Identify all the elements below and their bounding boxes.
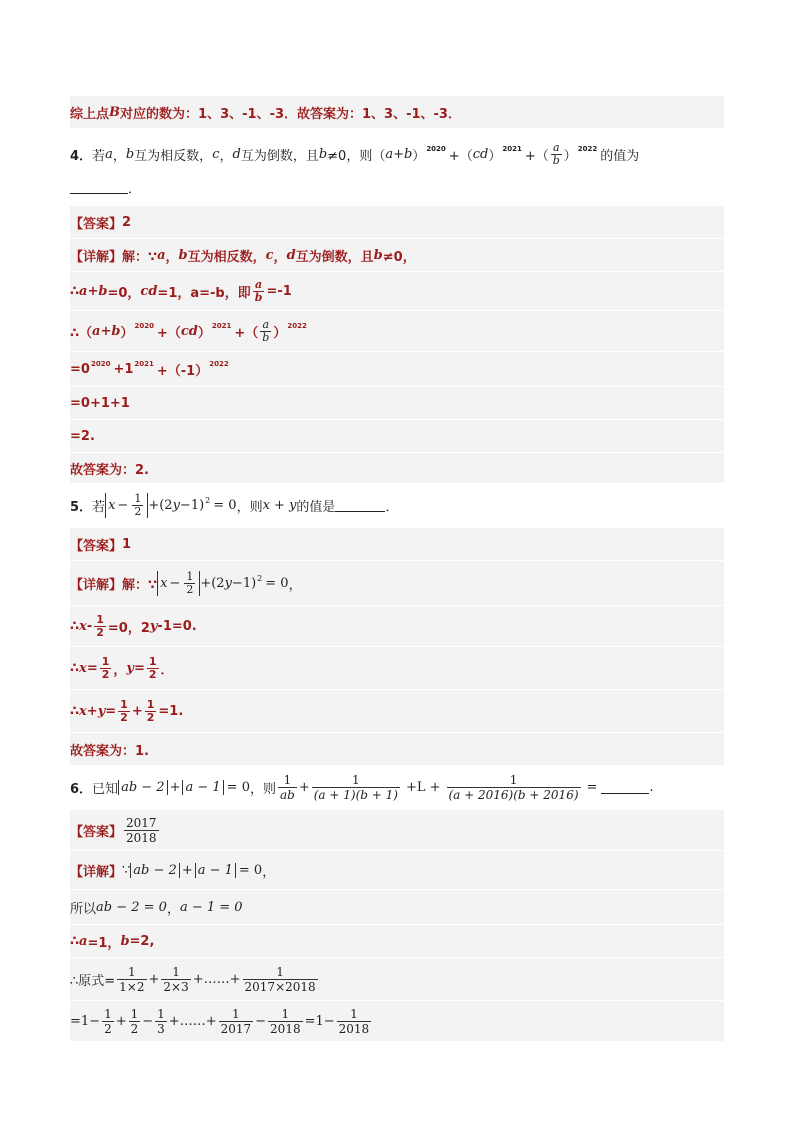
detail-4-line-3	[70, 311, 724, 351]
frac-den: (a + 1)(b + 1)	[313, 787, 398, 802]
q4-fraction	[551, 142, 562, 167]
frac-num: 2017	[126, 815, 157, 830]
detail-text: =1−	[304, 1013, 335, 1029]
q4-number: 4．	[70, 148, 93, 164]
detail-fraction	[129, 1007, 141, 1036]
q4-var-b: b	[125, 146, 135, 162]
q6-fraction-3	[447, 773, 581, 802]
frac-den: 2	[120, 710, 128, 724]
detail-text: 互为相反数，	[187, 249, 266, 265]
detail-exponent: 2021	[211, 322, 232, 330]
detail-text: +（	[156, 325, 181, 341]
detail-var: b	[178, 247, 188, 263]
detail-text: 所以	[70, 901, 97, 917]
detail-text: = 0	[265, 575, 289, 591]
detail-text: ∴	[70, 618, 80, 634]
detail-fraction	[253, 279, 265, 304]
q5-text: +(2	[148, 497, 173, 513]
detail-text: =0	[70, 361, 90, 377]
detail-text: ，	[165, 249, 179, 265]
detail-4-line-6	[70, 420, 724, 452]
q4-text: 互为倒数，且	[240, 148, 319, 164]
q4-answer-blank[interactable]	[70, 181, 128, 194]
detail-4-line-1	[70, 239, 724, 271]
q6-text: = 0	[226, 779, 250, 795]
q5-var-y: y	[172, 497, 180, 513]
detail-text: = 0	[238, 862, 263, 878]
abs-expr: ab − 2	[133, 862, 177, 878]
frac-den: (a + 2016)(b + 2016)	[448, 787, 579, 802]
q4-text: ≠0，则（	[327, 148, 386, 164]
detail-6-line-5	[70, 1001, 724, 1041]
q4-var-a: a	[105, 146, 113, 162]
var-y: y	[224, 575, 232, 591]
detail-abs-1	[130, 863, 180, 878]
var-x: x	[160, 575, 168, 591]
detail-text: 互为倒数，且	[295, 249, 374, 265]
detail-6-line-3	[70, 925, 724, 957]
q6-text: 已知	[92, 781, 119, 797]
final-answer: 故答案为：2.	[70, 462, 149, 478]
detail-text: =0+1+1	[70, 395, 130, 411]
detail-exponent: 2	[257, 573, 263, 583]
detail-abs	[157, 571, 200, 596]
frac-num: 1	[128, 964, 136, 979]
q6-text: +L +	[405, 779, 441, 795]
frac-den: 2017×2018	[244, 979, 316, 994]
q6-text: +	[169, 779, 181, 795]
q5-fraction	[132, 493, 143, 518]
frac-den: 2018	[126, 830, 157, 845]
detail-expr: ab − 2 = 0	[96, 899, 167, 915]
q4-frac-num: a	[552, 140, 560, 154]
detail-text: =2.	[70, 428, 95, 444]
detail-text: ）	[120, 325, 134, 341]
detail-text: +	[148, 971, 160, 987]
detail-text: +(2	[200, 575, 225, 591]
frac-num: 1	[186, 569, 194, 583]
detail-text: ）	[197, 325, 211, 341]
detail-text: =1，a=-b，即	[157, 285, 251, 301]
detail-exponent: 2022	[209, 360, 229, 368]
q4-frac-den: b	[552, 153, 560, 167]
detail-text: +（-1）	[156, 363, 209, 379]
q6-answer-blank[interactable]	[601, 781, 649, 794]
q4-var-c: c	[212, 146, 220, 162]
summary-var-b: B	[109, 104, 121, 120]
detail-text: +（	[234, 325, 259, 341]
frac-num: 1	[148, 654, 157, 668]
frac-den: 2	[96, 625, 104, 639]
detail-text: =-1	[266, 283, 292, 299]
detail-fraction	[243, 965, 318, 994]
q4-var-b: b	[318, 146, 328, 162]
detail-fraction	[118, 699, 130, 724]
question-5	[70, 483, 724, 527]
detail-exponent: 2022	[287, 322, 307, 330]
detail-text: =1.	[158, 703, 184, 719]
detail-text: =0，	[107, 285, 141, 301]
detail-text: +	[181, 862, 193, 878]
document-page	[70, 95, 724, 1041]
detail-fraction	[145, 699, 157, 724]
q4-exponent: 2022	[577, 145, 598, 153]
q6-text: =	[586, 779, 598, 795]
q5-answer-blank[interactable]	[335, 499, 385, 512]
detail-text: ∴原式=	[70, 973, 116, 989]
detail-text: ．	[160, 662, 174, 678]
detail-var: a	[157, 247, 166, 263]
q5-expr: x + y	[262, 497, 297, 513]
q6-text: +	[298, 779, 310, 795]
q5-end: ．	[385, 499, 399, 515]
q5-minus: −	[117, 497, 129, 513]
detail-tag: 【详解】	[70, 249, 123, 265]
q6-fraction-2	[312, 773, 400, 802]
frac-den: 3	[157, 1021, 165, 1036]
frac-den: 2	[130, 1021, 139, 1036]
answer-fraction	[124, 816, 159, 845]
q6-number: 6．	[70, 781, 93, 797]
detail-abs-2	[195, 863, 236, 878]
detail-text: -	[86, 618, 93, 634]
summary-line	[70, 96, 724, 128]
detail-fraction	[100, 656, 112, 681]
question-4	[70, 132, 724, 176]
q5-text: 若	[92, 499, 106, 515]
q5-abs	[105, 493, 148, 518]
q6-abs-2	[182, 780, 223, 795]
frac-num: 1	[172, 964, 180, 979]
detail-text: =	[86, 660, 98, 676]
frac-den: b	[262, 330, 270, 344]
q5-number: 5．	[70, 499, 93, 515]
q5-text: 的值是	[296, 499, 336, 515]
detail-expr: x+y	[79, 703, 106, 719]
q6-text: ，则	[249, 781, 276, 797]
frac-num: 1	[350, 1006, 358, 1021]
frac-num: 1	[130, 1006, 139, 1021]
detail-exponent: 2020	[134, 322, 154, 330]
q6-abs-expr: a − 1	[185, 779, 221, 795]
detail-expr: a+b	[92, 323, 121, 339]
detail-text: ≠0，	[382, 249, 416, 265]
q4-blank-line	[70, 176, 724, 198]
q4-text: 的值为	[600, 148, 640, 164]
detail-text: 解：∵	[122, 249, 158, 265]
frac-num: 1	[157, 1006, 165, 1021]
answer-tag: 【答案】	[70, 216, 123, 232]
detail-text: +……+	[192, 971, 241, 987]
q5-text: −1)	[179, 497, 205, 513]
detail-text: =1−	[70, 1013, 101, 1029]
detail-fraction	[147, 656, 159, 681]
detail-6-line-1	[70, 851, 724, 889]
detail-text: +……+	[168, 1013, 217, 1029]
q4-text: ）	[563, 148, 577, 164]
answer-4	[70, 206, 724, 238]
detail-text: ∴（	[70, 325, 93, 341]
minus: −	[169, 575, 181, 591]
q6-abs-1	[118, 780, 168, 795]
detail-var: b	[120, 933, 130, 949]
detail-5-line-1	[70, 561, 724, 605]
detail-text: =1，	[87, 935, 121, 951]
detail-expr: a − 1 = 0	[179, 899, 243, 915]
frac-num: 1	[96, 612, 104, 626]
detail-fraction	[260, 319, 271, 344]
detail-var: x	[79, 618, 87, 634]
detail-4-line-5	[70, 387, 724, 419]
question-6	[70, 765, 724, 809]
frac-num: 1	[352, 772, 360, 787]
detail-text: =	[105, 703, 117, 719]
frac-num: 1	[134, 491, 142, 505]
summary-text-b: 对应的数为：	[120, 106, 199, 122]
answer-tag: 【答案】	[70, 824, 123, 840]
detail-expr: cd	[140, 283, 158, 299]
detail-text: ，	[273, 249, 287, 265]
detail-fraction	[117, 965, 146, 994]
detail-fraction	[102, 1007, 114, 1036]
detail-text: ∴	[70, 660, 80, 676]
frac-den: 2	[104, 1021, 112, 1036]
detail-fraction	[337, 1007, 372, 1036]
q5-text: = 0	[213, 497, 237, 513]
detail-var: y	[126, 660, 134, 676]
q4-text: 互为相反数，	[134, 148, 213, 164]
frac-num: 1	[276, 964, 284, 979]
answer-tag: 【答案】	[70, 538, 123, 554]
frac-num: 1	[101, 654, 110, 668]
detail-text: ∵	[122, 862, 131, 878]
detail-tag: 【详解】	[70, 577, 123, 593]
frac-num: 1	[146, 697, 155, 711]
frac-num: 1	[104, 1006, 112, 1021]
detail-text: −	[255, 1013, 267, 1029]
final-answer: 故答案为：1.	[70, 743, 149, 759]
detail-exponent: 2021	[134, 360, 154, 368]
detail-5-line-3	[70, 647, 724, 689]
answer-6	[70, 810, 724, 850]
detail-text: ∴	[70, 703, 80, 719]
detail-var: b	[373, 247, 383, 263]
detail-var: x	[79, 660, 87, 676]
q4-exponent: 2021	[502, 145, 522, 153]
q4-text: +（	[524, 148, 549, 164]
answer-value: 2	[122, 214, 132, 230]
detail-text: ，	[166, 901, 180, 917]
q4-text: +（	[448, 148, 473, 164]
summary-values: 1、3、-1、-3．故答案为：1、3、-1、-3．	[198, 106, 461, 122]
detail-text: +	[115, 1013, 127, 1029]
frac-den: 2	[101, 667, 110, 681]
frac-den: 2018	[270, 1021, 301, 1036]
q4-text: ）	[412, 148, 426, 164]
frac-den: 1×2	[119, 979, 145, 994]
q4-exponent: 2020	[426, 145, 446, 153]
frac-den: 2018	[338, 1021, 370, 1036]
detail-expr: a+b	[79, 283, 108, 299]
detail-var: c	[265, 247, 274, 263]
detail-fraction	[184, 571, 195, 596]
q4-sep: ，	[219, 148, 233, 164]
detail-text: 解：∵	[122, 577, 158, 593]
detail-text: ）	[273, 325, 287, 341]
detail-fraction	[94, 614, 106, 639]
detail-text: -1=0.	[157, 618, 197, 634]
summary-text-a: 综上点	[70, 106, 110, 122]
detail-var: d	[286, 247, 296, 263]
q4-expr: a+b	[385, 146, 413, 162]
detail-5-line-4	[70, 690, 724, 732]
q4-sep: ，	[112, 148, 126, 164]
answer-5	[70, 528, 724, 560]
detail-exponent: 2020	[90, 360, 111, 368]
detail-fraction	[219, 1007, 254, 1036]
frac-num: a	[262, 317, 270, 331]
detail-expr: cd	[180, 323, 198, 339]
q5-exponent: 2	[205, 495, 211, 505]
detail-text: =0，2	[107, 620, 150, 636]
detail-fraction	[155, 1007, 167, 1036]
detail-6-line-4	[70, 958, 724, 1000]
q6-end: .	[649, 779, 654, 795]
frac-den: 2×3	[163, 979, 189, 994]
detail-text: −1)	[231, 575, 257, 591]
frac-den: ab	[279, 787, 295, 802]
detail-5-final	[70, 733, 724, 765]
q4-text: ）	[488, 148, 502, 164]
q6-fraction-1	[278, 773, 297, 802]
q4-var-d: d	[232, 146, 241, 162]
frac-den: 2	[186, 582, 194, 596]
frac-num: 1	[281, 1006, 290, 1021]
detail-fraction	[268, 1007, 303, 1036]
detail-text: ，	[113, 662, 127, 678]
q5-var-x: x	[108, 497, 116, 513]
detail-text: ，	[288, 577, 302, 593]
detail-var: y	[149, 618, 158, 634]
q6-abs-expr: ab − 2	[121, 779, 165, 795]
detail-text: −	[142, 1013, 154, 1029]
detail-6-line-2	[70, 890, 724, 924]
frac-den: b	[254, 290, 263, 304]
detail-text: =	[133, 660, 145, 676]
q4-end: ．	[128, 181, 142, 197]
frac-num: 1	[509, 772, 518, 787]
frac-num: a	[255, 277, 263, 291]
detail-4-final	[70, 453, 724, 483]
detail-text: +1	[113, 361, 134, 377]
frac-num: 1	[232, 1006, 240, 1021]
frac-den: 2	[148, 667, 157, 681]
abs-expr: a − 1	[197, 862, 233, 878]
detail-text: ∴	[70, 933, 80, 949]
detail-5-line-2	[70, 606, 724, 646]
frac-num: 1	[120, 697, 128, 711]
detail-text: +	[131, 703, 143, 719]
q5-text: ，则	[236, 499, 263, 515]
frac-num: 1	[283, 772, 292, 787]
detail-text: ∴	[70, 283, 80, 299]
answer-value: 1	[122, 536, 132, 552]
frac-den: 2	[146, 710, 155, 724]
detail-text: ，	[262, 864, 276, 880]
detail-var: a	[79, 933, 88, 949]
q4-text: 若	[92, 148, 106, 164]
frac-den: 2017	[220, 1021, 252, 1036]
frac-den: 2	[134, 504, 142, 518]
q4-expr: cd	[472, 146, 489, 162]
detail-4-line-2	[70, 272, 724, 310]
detail-fraction	[161, 965, 190, 994]
detail-4-line-4	[70, 352, 724, 386]
detail-tag: 【详解】	[70, 864, 123, 880]
detail-text: =2,	[129, 933, 155, 949]
